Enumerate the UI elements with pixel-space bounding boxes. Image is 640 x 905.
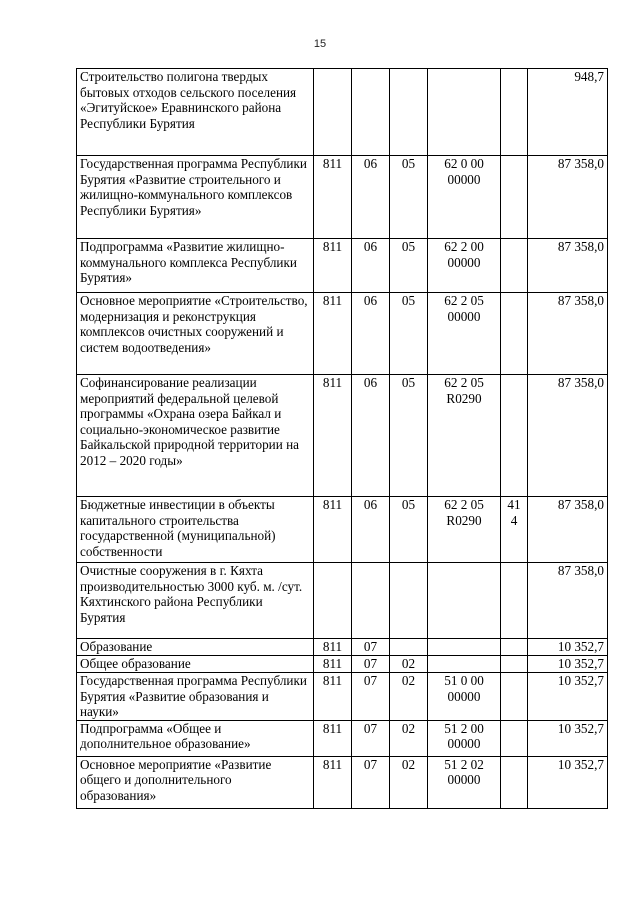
table-row bbox=[77, 720, 608, 756]
expense-type-line: 41 bbox=[507, 497, 521, 512]
ministry-code-cell: 811 bbox=[314, 756, 352, 808]
expense-type-line: 4 bbox=[510, 512, 518, 528]
amount-cell: 10 352,7 bbox=[528, 639, 608, 656]
ministry-code-cell: 811 bbox=[314, 156, 352, 239]
target-article-line: 62 2 05 bbox=[444, 293, 484, 308]
target-article-line: 51 2 02 bbox=[444, 756, 484, 772]
target-article-line: 00000 bbox=[447, 772, 481, 788]
subsection-code-cell: 05 bbox=[390, 497, 428, 563]
name-cell: Строительство полигона твердых бытовых отходов сельского поселения «Эгитуйское» Еравнинского района Республики Бурятия bbox=[77, 69, 314, 156]
target-article-cell bbox=[428, 497, 501, 563]
ministry-code-cell: 811 bbox=[314, 720, 352, 756]
target-article-line: 00000 bbox=[447, 171, 481, 187]
expense-type-cell bbox=[501, 756, 528, 808]
subsection-code-cell: 02 bbox=[390, 720, 428, 756]
target-article-line: R0290 bbox=[446, 390, 482, 406]
target-article-cell bbox=[428, 656, 501, 673]
ministry-code-cell: 811 bbox=[314, 639, 352, 656]
target-article-line: 62 2 00 bbox=[444, 239, 484, 254]
page-number: 15 bbox=[313, 38, 327, 50]
section-code-cell: 07 bbox=[352, 720, 390, 756]
section-code-cell: 06 bbox=[352, 375, 390, 497]
name-cell: Образование bbox=[77, 639, 314, 656]
target-article-line: 00000 bbox=[447, 736, 481, 752]
subsection-code-cell bbox=[390, 563, 428, 639]
ministry-code-cell bbox=[314, 69, 352, 156]
amount-cell: 87 358,0 bbox=[528, 293, 608, 375]
subsection-code-cell: 02 bbox=[390, 673, 428, 721]
subsection-code-cell bbox=[390, 69, 428, 156]
subsection-code-cell: 05 bbox=[390, 293, 428, 375]
section-code-cell: 07 bbox=[352, 756, 390, 808]
name-cell: Государственная программа Республики Бурятия «Развитие строительного и жилищно-коммунального комплексов Республики Бурятия» bbox=[77, 156, 314, 239]
name-cell: Очистные сооружения в г. Кяхта производительностью 3000 куб. м. /сут. Кяхтинского района Республики Бурятия bbox=[77, 563, 314, 639]
name-cell: Общее образование bbox=[77, 656, 314, 673]
target-article-line: R0290 bbox=[446, 512, 482, 528]
section-code-cell: 07 bbox=[352, 673, 390, 721]
ministry-code-cell bbox=[314, 563, 352, 639]
target-article-cell bbox=[428, 156, 501, 239]
amount-cell: 948,7 bbox=[528, 69, 608, 156]
target-article-line: 62 0 00 bbox=[444, 156, 484, 171]
name-cell: Государственная программа Республики Бурятия «Развитие образования и науки» bbox=[77, 673, 314, 721]
target-article-line: 62 2 05 bbox=[444, 497, 484, 512]
name-cell: Основное мероприятие «Развитие общего и дополнительного образования» bbox=[77, 756, 314, 808]
table-row bbox=[77, 497, 608, 563]
ministry-code-cell: 811 bbox=[314, 293, 352, 375]
amount-cell: 10 352,7 bbox=[528, 673, 608, 721]
subsection-code-cell: 05 bbox=[390, 375, 428, 497]
section-code-cell bbox=[352, 69, 390, 156]
section-code-cell: 07 bbox=[352, 656, 390, 673]
table-row bbox=[77, 563, 608, 639]
expense-type-cell bbox=[501, 563, 528, 639]
target-article-cell bbox=[428, 293, 501, 375]
ministry-code-cell: 811 bbox=[314, 497, 352, 563]
target-article-cell bbox=[428, 639, 501, 656]
target-article-cell bbox=[428, 673, 501, 721]
amount-cell: 87 358,0 bbox=[528, 156, 608, 239]
amount-cell: 10 352,7 bbox=[528, 720, 608, 756]
subsection-code-cell: 05 bbox=[390, 156, 428, 239]
expense-type-cell bbox=[501, 375, 528, 497]
name-cell: Софинансирование реализации мероприятий федеральной целевой программы «Охрана озера Байкал и социально-экономическое развитие Байкальской природной территории на 2012 – 2020 годы» bbox=[77, 375, 314, 497]
amount-cell: 87 358,0 bbox=[528, 375, 608, 497]
target-article-line: 51 0 00 bbox=[444, 673, 484, 688]
target-article-line: 00000 bbox=[447, 254, 481, 270]
expense-type-cell bbox=[501, 156, 528, 239]
expense-type-cell bbox=[501, 497, 528, 563]
target-article-cell bbox=[428, 239, 501, 293]
section-code-cell bbox=[352, 563, 390, 639]
target-article-line: 00000 bbox=[447, 308, 481, 324]
name-cell: Бюджетные инвестиции в объекты капитального строительства государственной (муниципальной) собственности bbox=[77, 497, 314, 563]
section-code-cell: 06 bbox=[352, 156, 390, 239]
amount-cell: 10 352,7 bbox=[528, 756, 608, 808]
table-row bbox=[77, 673, 608, 721]
expense-type-cell bbox=[501, 720, 528, 756]
amount-cell: 87 358,0 bbox=[528, 497, 608, 563]
ministry-code-cell: 811 bbox=[314, 673, 352, 721]
table-row bbox=[77, 156, 608, 239]
expense-type-cell bbox=[501, 69, 528, 156]
section-code-cell: 07 bbox=[352, 639, 390, 656]
amount-cell: 87 358,0 bbox=[528, 563, 608, 639]
section-code-cell: 06 bbox=[352, 293, 390, 375]
subsection-code-cell: 05 bbox=[390, 239, 428, 293]
expense-type-cell bbox=[501, 293, 528, 375]
expense-type-cell bbox=[501, 673, 528, 721]
target-article-cell bbox=[428, 720, 501, 756]
target-article-cell bbox=[428, 69, 501, 156]
subsection-code-cell bbox=[390, 639, 428, 656]
expense-type-cell bbox=[501, 639, 528, 656]
target-article-cell bbox=[428, 756, 501, 808]
name-cell: Подпрограмма «Общее и дополнительное образование» bbox=[77, 720, 314, 756]
ministry-code-cell: 811 bbox=[314, 375, 352, 497]
target-article-cell bbox=[428, 375, 501, 497]
table-row bbox=[77, 639, 608, 656]
table-row bbox=[77, 656, 608, 673]
budget-table bbox=[76, 68, 608, 809]
table-row bbox=[77, 375, 608, 497]
expense-type-cell bbox=[501, 239, 528, 293]
amount-cell: 87 358,0 bbox=[528, 239, 608, 293]
target-article-line: 00000 bbox=[447, 688, 481, 704]
section-code-cell: 06 bbox=[352, 239, 390, 293]
subsection-code-cell: 02 bbox=[390, 656, 428, 673]
section-code-cell: 06 bbox=[352, 497, 390, 563]
name-cell: Подпрограмма «Развитие жилищно-коммунального комплекса Республики Бурятия» bbox=[77, 239, 314, 293]
expense-type-cell bbox=[501, 656, 528, 673]
table-row bbox=[77, 293, 608, 375]
table-row bbox=[77, 69, 608, 156]
ministry-code-cell: 811 bbox=[314, 656, 352, 673]
table-row bbox=[77, 756, 608, 808]
table-row bbox=[77, 239, 608, 293]
target-article-line: 62 2 05 bbox=[444, 375, 484, 390]
amount-cell: 10 352,7 bbox=[528, 656, 608, 673]
target-article-cell bbox=[428, 563, 501, 639]
name-cell: Основное мероприятие «Строительство, модернизация и реконструкция комплексов очистных сооружений и систем водоотведения» bbox=[77, 293, 314, 375]
subsection-code-cell: 02 bbox=[390, 756, 428, 808]
target-article-line: 51 2 00 bbox=[444, 720, 484, 736]
ministry-code-cell: 811 bbox=[314, 239, 352, 293]
